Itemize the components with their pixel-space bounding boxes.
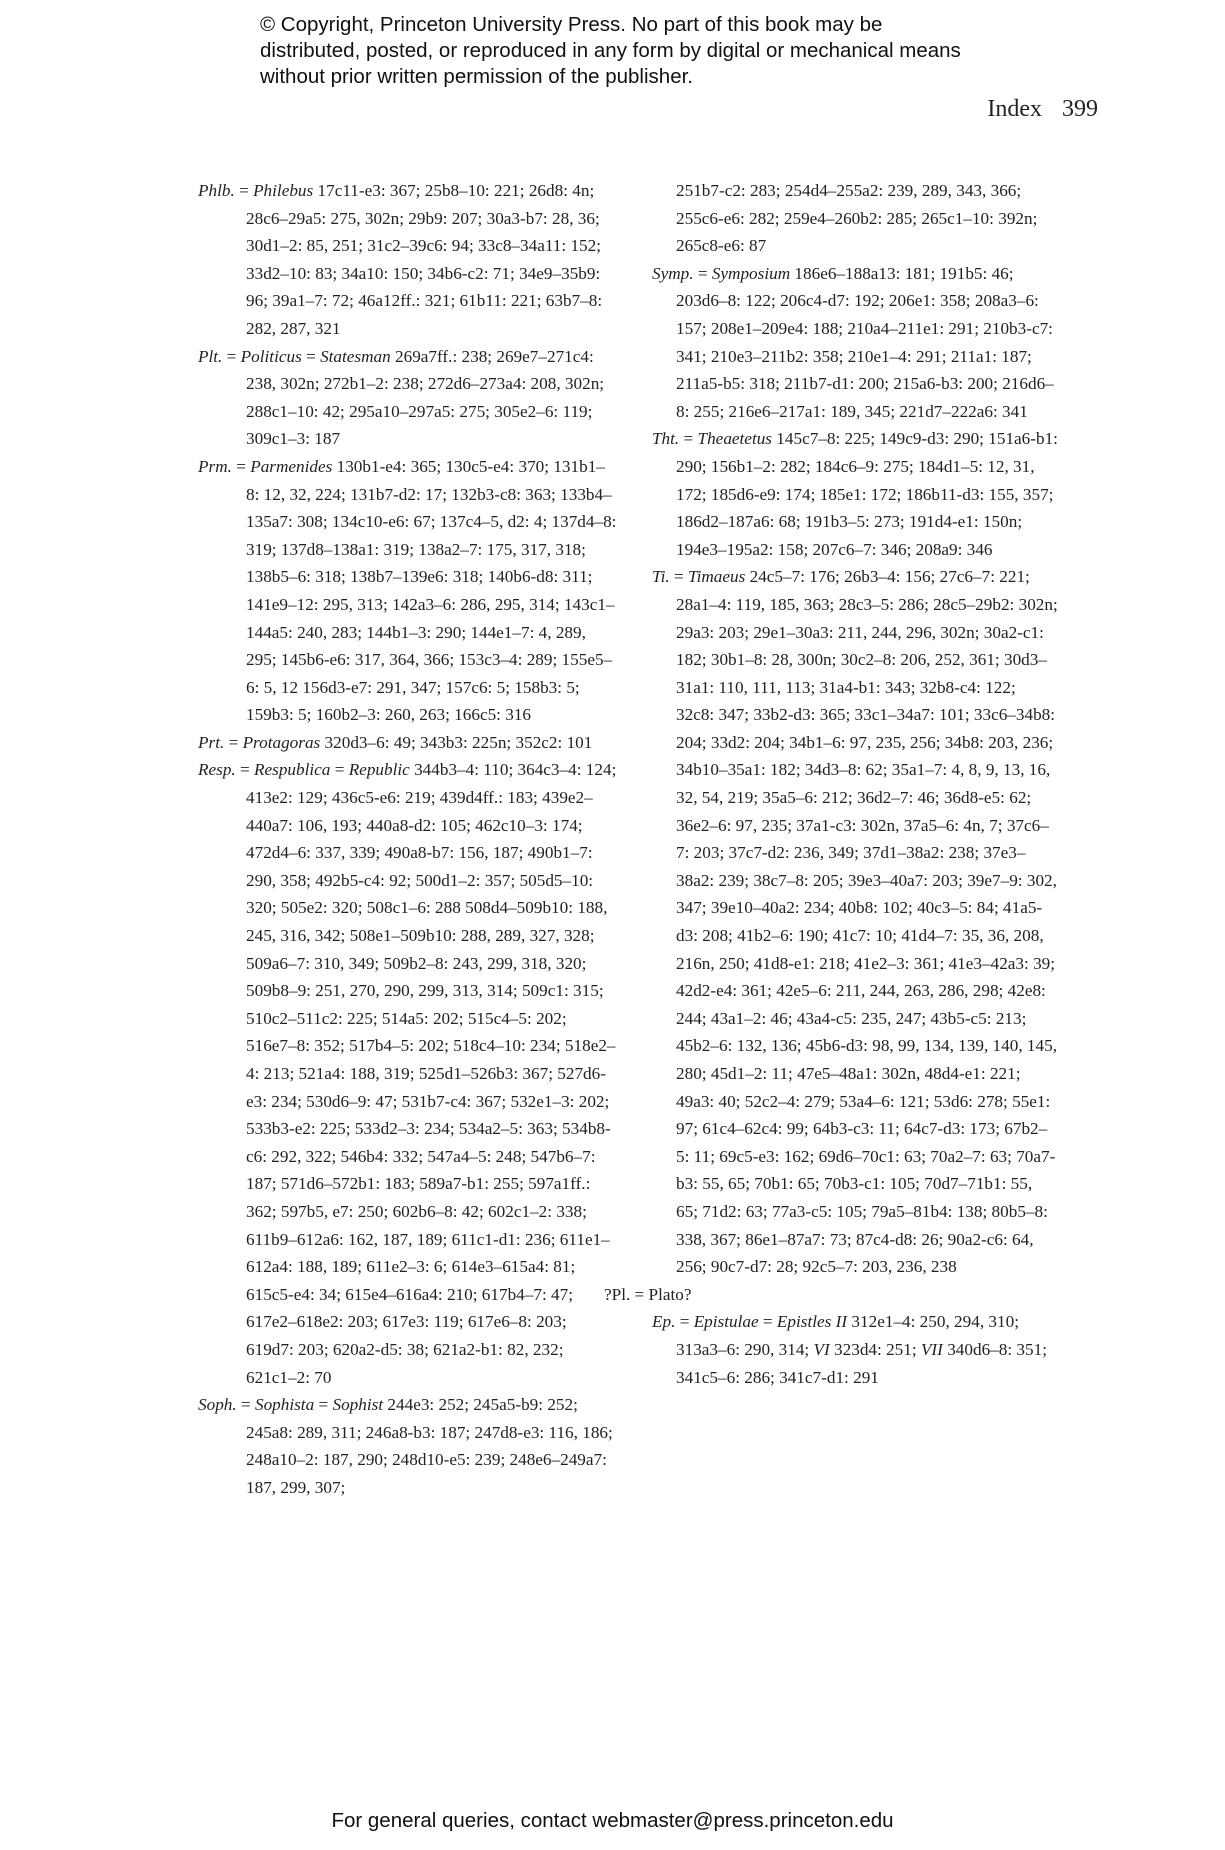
entry-abbr: Prt. (198, 732, 225, 752)
entry-refs: 344b3–4: 110; 364c3–4: 124; 413e2: 129; 436c5-e6: 219; 439d4ff.: 183; 439e2–440a7: 106, 193; 440a8-d2: 105; 462c10–3: 174; 472d4–6: 337, 339; 490a8-b7: 156, 187; 490b1–7: 290, 358; 492b5-c4: 92; 500d1–2: 357; 505d5–10: 320; 505e2: 320; 508c1–6: 288 508d4–509b10: 188, 245, 316, 342; 508e1–509b10: 288, 289, 327, 328; 509a6–7: 310, 349; 509b2–8: 243, 299, 318, 320; 509b8–9: 251, 270, 290, 299, 313, 314; 509c1: 315; 510c2–511c2: 225; 514a5: 202; 515c4–5: 202; 516e7–8: 352; 517b4–5: 202; 518c4–10: 234; 518e2–4: 213; 521a4: 188, 319; 525d1–526b3: 367; 527d6-e3: 234; 530d6–9: 47; 531b7-c4: 367; 532e1–3: 202; 533b3-e2: 225; 533d2–3: 234; 534a2–5: 363; 534b8-c6: 292, 322; 546b4: 332; 547a4–5: 248; 547b6–7: 187; 571d6–572b1: 183; 589a7-b1: 255; 597a1ff.: 362; 597b5, e7: 250; 602b6–8: 42; 602c1–2: 338; 611b9–612a6: 162, 187, 189; 611c1-d1: 236; 611e1–612a4: 188, 189; 611e2–3: 6; 614e3–615a4: 81; 615c5-e4: 34; 615e4–616a4: 210; 617b4–7: 47; 617e2–618e2: 203; 617e3: 119; 617e6–8: 203; 619d7: 203; 620a2-d5: 38; 621a2-b1: 82, 232; 621c1–2: 70 (246, 760, 617, 1387)
entry-eq: = (314, 1395, 333, 1415)
entry-title: Respublica (254, 760, 331, 780)
index-entry-plato-dubia (604, 1281, 1058, 1309)
entry-abbr: Ep. (652, 1312, 676, 1332)
entry-title: Philebus (253, 181, 314, 200)
running-head (987, 96, 1098, 123)
entry-eq: = (330, 760, 349, 780)
entry-eq: = (758, 1312, 777, 1332)
entry-eq: = (234, 181, 254, 200)
entry-abbr: Symp. (652, 263, 694, 283)
entry-abbr: Plt. (198, 346, 223, 366)
entry-title-alt: Statesman (320, 346, 391, 366)
index-entry-respublica (198, 756, 618, 1391)
entry-title: Politicus (240, 346, 302, 366)
index-entry-theaetetus (628, 425, 1058, 563)
entry-abbr: Phlb. (198, 181, 235, 200)
copyright-notice: © Copyright, Princeton University Press. No part of this book may be distributed, posted, or reproduced in any form by digital or mechanical means without prior written permission of the publisher. (260, 13, 961, 88)
entry-abbr: Tht. (652, 429, 680, 449)
entry-refs: 17c11-e3: 367; 25b8–10: 221; 26d8: 4n; 28c6–29a5: 275, 302n; 29b9: 207; 30a3-b7: 28, 36; 30d1–2: 85, 251; 31c2–39c6: 94; 33c8–34a11: 152; 33d2–10: 83; 34a10: 150; 34b6-c2: 71; 34e9–35b9: 96; 39a1–7: 72; 46a12ff.: 321; 61b11: 221; 63b7–8: 282, 287, 321 (246, 181, 603, 338)
entry-abbr: Soph. (198, 1395, 237, 1415)
page-number: 399 (1062, 96, 1098, 122)
entry-refs: 323d4: 251; (829, 1339, 921, 1359)
index-entry-philebus (198, 177, 618, 343)
entry-title: Parmenides (250, 456, 333, 476)
entry-title-alt: Epistles (776, 1312, 832, 1332)
entry-refs: 320d3–6: 49; 343b3: 225n; 352c2: 101 (320, 732, 593, 752)
index-column-left (198, 177, 618, 1502)
entry-refs: 186e6–188a13: 181; 191b5: 46; 203d6–8: 122; 206c4-d7: 192; 206e1: 358; 208a3–6: 157; 208e1–209e4: 188; 210a4–211e1: 291; 210b3-c7: 341; 210e3–211b2: 358; 210e1–4: 291; 211a1: 187; 211a5-b5: 318; 211b7-d1: 200; 215a6-b3: 200; 216d6–8: 255; 216e6–217a1: 189, 345; 221d7–222a6: 341 (676, 263, 1054, 421)
entry-abbr: Ti. (652, 567, 670, 587)
entry-refs: 130b1-e4: 365; 130c5-e4: 370; 131b1–8: 12, 32, 224; 131b7-d2: 17; 132b3-c8: 363; 133b4–135a7: 308; 134c10-e6: 67; 137c4–5, d2: 4; 137d4–8: 319; 137d8–138a1: 319; 138a2–7: 175, 317, 318; 138b5–6: 318; 138b7–139e6: 318; 140b6-d8: 311; 141e9–12: 295, 313; 142a3–6: 286, 295, 314; 143c1–144a5: 240, 283; 144b1–3: 290; 144e1–7: 4, 289, 295; 145b6-e6: 317, 364, 366; 153c3–4: 289; 155e5–6: 5, 12 156d3-e7: 291, 347; 157c6: 5; 158b3: 5; 159b3: 5; 160b2–3: 260, 263; 166c5: 316 (246, 456, 617, 725)
running-head-title: Index (987, 96, 1042, 122)
entry-eq: = (231, 456, 251, 476)
entry-eq: = (301, 346, 321, 366)
index-entry-timaeus (628, 563, 1058, 1280)
entry-eq: = (224, 732, 243, 752)
index-entry-sophista (198, 1391, 618, 1501)
entry-title-alt: Republic (348, 760, 410, 780)
entry-title: Protagoras (242, 732, 321, 752)
entry-abbr: Resp. (198, 760, 236, 780)
footer-contact: For general queries, contact webmaster@press.princeton.edu (331, 1809, 894, 1832)
entry-title: Symposium (711, 263, 791, 283)
entry-title: Timaeus (687, 567, 746, 587)
entry-refs: 244e3: 252; 245a5-b9: 252; 245a8: 289, 311; 246a8-b3: 187; 247d8-e3: 116, 186; 248a10–2: 187, 290; 248d10-e5: 239; 248e6–249a7: 187, 299, 307; (246, 1395, 613, 1497)
entry-eq: = (236, 1395, 255, 1415)
entry-refs: 251b7-c2: 283; 254d4–255a2: 239, 289, 343, 366; 255c6-e6: 282; 259e4–260b2: 285; 265c1–10: 392n; 265c8-e6: 87 (676, 181, 1038, 256)
index-entry-parmenides (198, 453, 618, 729)
epistle-number: II (831, 1312, 848, 1332)
entry-eq: = (669, 567, 688, 587)
entry-refs: 312e1–4: 250, 294, 310; 313a3–6: 290, 314; (676, 1312, 1019, 1359)
entry-refs: 269a7ff.: 238; 269e7–271c4: 238, 302n; 272b1–2: 238; 272d6–273a4: 208, 302n; 288c1–10: 42; 295a10–297a5: 275; 305e2–6: 119; 309c1–3: 187 (246, 346, 605, 449)
entry-eq: = (693, 263, 712, 283)
entry-refs: 145c7–8: 225; 149c9-d3: 290; 151a6-b1: 290; 156b1–2: 282; 184c6–9: 275; 184d1–5: 12, 31, 172; 185d6-e9: 174; 185e1: 172; 186b11-d3: 155, 357; 186d2–187a6: 68; 191b3–5: 273; 191d4-e1: 150n; 194e3–195a2: 158; 207c6–7: 346; 208a9: 346 (676, 429, 1058, 559)
entry-eq: = (235, 760, 255, 780)
entry-refs: 24c5–7: 176; 26b3–4: 156; 27c6–7: 221; 28a1–4: 119, 185, 363; 28c3–5: 286; 28c5–29b2: 302n; 29a3: 203; 29e1–30a3: 211, 244, 296, 302n; 30a2-c1: 182; 30b1–8: 28, 300n; 30c2–8: 206, 252, 361; 30d3–31a1: 110, 111, 113; 31a4-b1: 343; 32b8-c4: 122; 32c8: 347; 33b2-d3: 365; 33c1–34a7: 101; 33c6–34b8: 204; 33d2: 204; 34b1–6: 97, 235, 256; 34b8: 203, 236; 34b10–35a1: 182; 34d3–8: 62; 35a1–7: 4, 8, 9, 13, 16, 32, 54, 219; 35a5–6: 212; 36d2–7: 46; 36d8-e5: 62; 36e2–6: 97, 235; 37a1-c3: 302n, 37a5–6: 4n, 7; 37c6–7: 203; 37c7-d2: 236, 349; 37d1–38a2: 238; 37e3–38a2: 239; 38c7–8: 205; 39e3–40a7: 203; 39e7–9: 302, 347; 39e10–40a2: 234; 40b8: 102; 40c3–5: 84; 41a5-d3: 208; 41b2–6: 190; 41c7: 10; 41d4–7: 35, 36, 208, 216n, 250; 41d8-e1: 218; 41e2–3: 361; 41e3–42a3: 39; 42d2-e4: 361; 42e5–6: 211, 244, 263, 286, 298; 42e8: 244; 43a1–2: 46; 43a4-c5: 235, 247; 43b5-c5: 213; 45b2–6: 132, 136; 45b6-d3: 98, 99, 134, 139, 140, 145, 280; 45d1–2: 11; 47e5–48a1: 302n, 48d4-e1: 221; 49a3: 40; 52c2–4: 279; 53a4–6: 121; 53d6: 278; 55e1: 97; 61c4–62c4: 99; 64b3-c3: 11; 64c7-d3: 173; 67b2–5: 11; 69c5-e3: 162; 69d6–70c1: 63; 70a2–7: 63; 70a7-b3: 55, 65; 70b1: 65; 70b3-c1: 105; 70d7–71b1: 55, 65; 71d2: 63; 77a3-c5: 105; 79a5–81b4: 138; 80b5–8: 338, 367; 86e1–87a7: 73; 87c4-d8: 26; 90a2-c6: 64, 256; 90c7-d7: 28; 92c5–7: 203, 236, 238 (676, 567, 1058, 1277)
index-entry-symposium (628, 260, 1058, 426)
epistle-number: VII (920, 1339, 943, 1359)
index-entry-politicus (198, 343, 618, 453)
epistle-number: VI (813, 1339, 830, 1359)
entry-eq: = (222, 346, 241, 366)
entry-eq: = (675, 1312, 694, 1332)
entry-refs: 340d6–8: 351; 341c5–6: 286; 341c7-d1: 291 (676, 1339, 1047, 1387)
entry-text: ?Pl. = Plato? (604, 1284, 692, 1304)
index-entry-protagoras (198, 729, 618, 757)
entry-abbr: Prm. (198, 456, 232, 476)
index-entry-epistulae (628, 1308, 1058, 1391)
index-column-right (604, 177, 1058, 1391)
entry-title: Epistulae (693, 1312, 759, 1332)
entry-eq: = (679, 429, 698, 449)
entry-title: Theaetetus (697, 429, 772, 449)
index-entry-sophista-continued (628, 177, 1058, 260)
entry-title-alt: Sophist (332, 1395, 384, 1415)
entry-title: Sophista (254, 1395, 315, 1415)
